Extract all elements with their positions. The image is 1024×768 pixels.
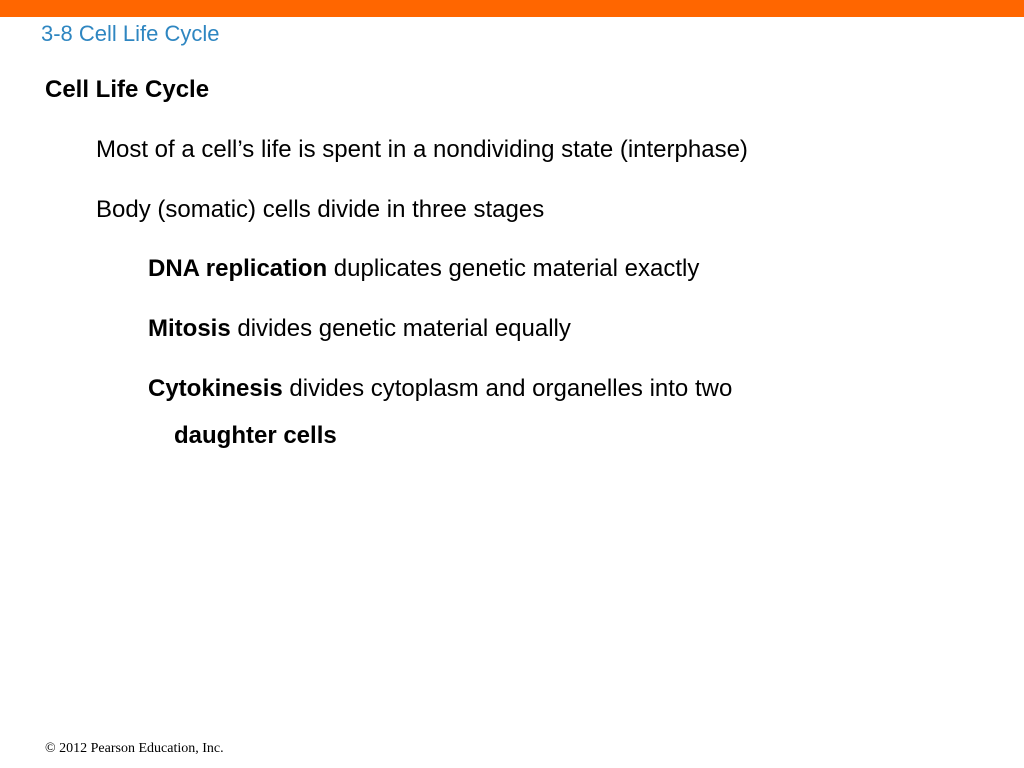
stage-term: DNA replication — [148, 255, 328, 282]
section-title: 3-8 Cell Life Cycle — [41, 21, 220, 46]
stage-cytokinesis — [148, 375, 732, 403]
stage-description: divides genetic material equally — [230, 315, 571, 342]
slide-heading: Cell Life Cycle — [45, 76, 210, 103]
top-accent-bar — [0, 0, 1024, 17]
stage-term: Mitosis — [148, 315, 231, 342]
copyright-notice: © 2012 Pearson Education, Inc. — [45, 741, 224, 756]
stage-dna-replication — [148, 255, 699, 283]
stage-term: Cytokinesis — [148, 375, 283, 402]
stage-description: divides cytoplasm and organelles into two — [282, 375, 733, 402]
bullet-three-stages: Body (somatic) cells divide in three stages — [96, 196, 545, 223]
bullet-interphase: Most of a cell’s life is spent in a nondividing state (interphase) — [96, 136, 748, 163]
stage-description: duplicates genetic material exactly — [327, 255, 700, 282]
stage-cytokinesis-continuation: daughter cells — [174, 422, 337, 449]
stage-mitosis — [148, 315, 571, 343]
